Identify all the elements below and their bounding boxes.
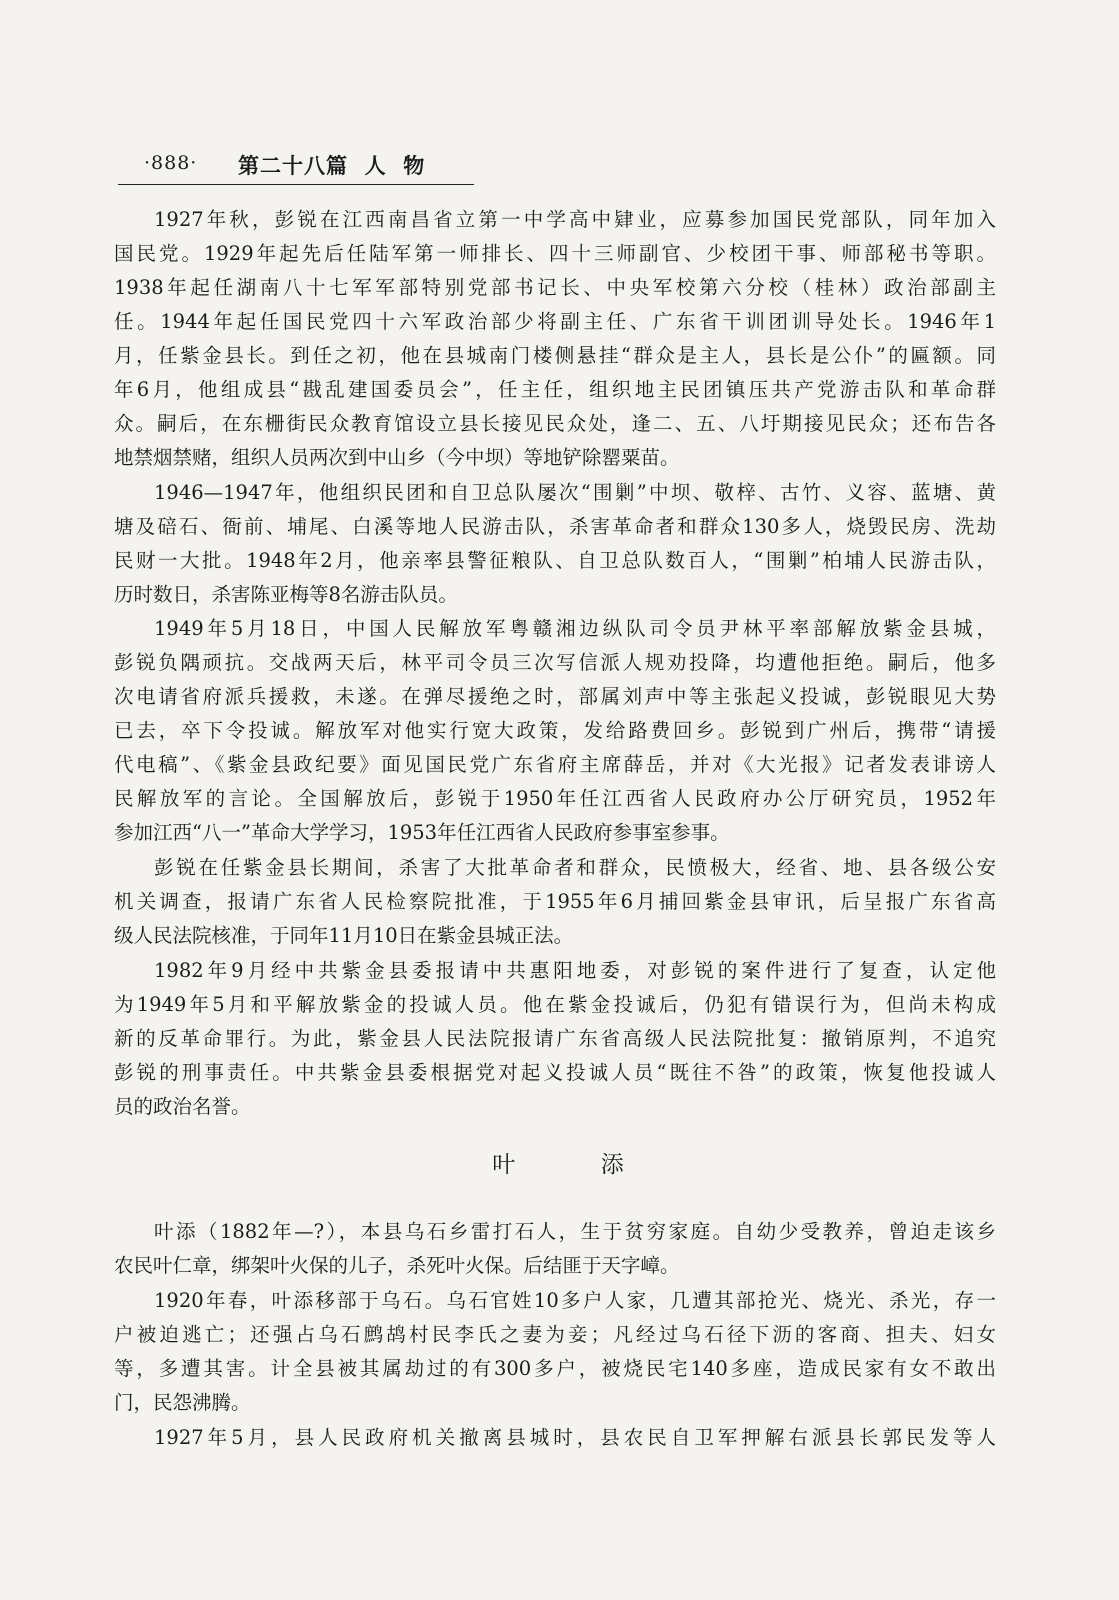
body-line: 次电请省府派兵援救，未遂。在弹尽援绝之时，部属刘声中等主张起义投诚，彭锐眼见大势 [114,685,996,708]
body-line: 地禁烟禁赌，组织人员两次到中山乡（今中坝）等地铲除罂粟苗。 [114,446,680,469]
body-line: 1949年5月18日，中国人民解放军粤赣湘边纵队司令员尹林平率部解放紫金县城， [154,617,996,640]
body-line: 1920年春，叶添移部于乌石。乌石官姓10多户人家，几遭其部抢光、烧光、杀光，存一 [154,1289,996,1312]
body-line: 任。1944年起任国民党四十六军政治部少将副主任、广东省干训团训导处长。1946年1 [114,310,996,333]
person-heading: 叶 添 [492,1152,627,1178]
body-line: 员的政治名誉。 [114,1095,251,1118]
body-line: 机关调查，报请广东省人民检察院批准，于1955年6月捕回紫金县审讯，后呈报广东省高 [114,890,996,913]
body-line: 等，多遭其害。计全县被其属劫过的有300多户，被烧民宅140多座，造成民家有女不敢出 [114,1357,996,1380]
body-line: 众。嗣后，在东栅街民众教育馆设立县长接见民众处，逢二、五、八圩期接见民众；还布告各 [114,412,996,435]
body-line: 民解放军的言论。全国解放后，彭锐于1950年任江西省人民政府办公厅研究员，1952年 [114,787,996,810]
body-line: 叶添（1882年—?），本县乌石乡雷打石人，生于贫穷家庭。自幼少受教养，曾迫走该乡 [154,1220,996,1243]
body-line: 年6月，他组成县“戡乱建国委员会”，任主任，组织地主民团镇压共产党游击队和革命群 [114,378,996,401]
body-line: 彭锐负隅顽抗。交战两天后，林平司令员三次写信派人规劝投降，均遭他拒绝。嗣后，他多 [114,651,996,674]
body-line: 门，民怨沸腾。 [114,1391,251,1414]
body-line: 级人民法院核准，于同年11月10日在紫金县城正法。 [114,924,574,947]
body-line: 1946—1947年，他组织民团和自卫总队屡次“围剿”中坝、敬梓、古竹、义容、蓝塘、黄 [154,481,996,504]
body-line: 新的反革命罪行。为此，紫金县人民法院报请广东省高级人民法院批复：撤销原判，不追究 [114,1027,996,1050]
body-line: 国民党。1929年起先后任陆军第一师排长、四十三师副官、少校团干事、师部秘书等职。 [114,242,996,265]
page-number: ·888· [144,152,198,174]
body-line: 已去，卒下令投诚。解放军对他实行宽大政策，发给路费回乡。彭锐到广州后，携带“请援 [114,719,996,742]
section-title: 第二十八篇 人 物 [238,153,426,178]
body-line: 1938年起任湖南八十七军军部特别党部书记长、中央军校第六分校（桂林）政治部副主 [114,276,996,299]
body-line: 1982年9月经中共紫金县委报请中共惠阳地委，对彭锐的案件进行了复查，认定他 [154,959,996,982]
body-line: 1927年5月，县人民政府机关撤离县城时，县农民自卫军押解右派县长郭民发等人 [154,1426,996,1449]
body-line: 为1949年5月和平解放紫金的投诚人员。他在紫金投诚后，仍犯有错误行为，但尚未构成 [114,993,996,1016]
body-line: 彭锐的刑事责任。中共紫金县委根据党对起义投诚人员“既往不咎”的政策，恢复他投诚人 [114,1061,996,1084]
body-line: 塘及碚石、衙前、埔尾、白溪等地人民游击队，杀害革命者和群众130多人，烧毁民房、洗劫 [114,515,996,538]
body-line: 代电稿”、《紫金县政纪要》面见国民党广东省府主席薛岳，并对《大光报》记者发表诽谤人 [114,753,996,776]
body-line: 参加江西“八一”革命大学学习，1953年任江西省人民政府参事室参事。 [114,821,730,844]
running-header [118,146,474,185]
body-line: 彭锐在任紫金县长期间，杀害了大批革命者和群众，民愤极大，经省、地、县各级公安 [154,856,996,879]
body-line: 1927年秋，彭锐在江西南昌省立第一中学高中肄业，应募参加国民党部队，同年加入 [154,208,996,231]
body-line: 历时数日，杀害陈亚梅等8名游击队员。 [114,583,458,606]
body-line: 户被迫逃亡；还强占乌石鹧鸪村民李氏之妻为妾；凡经过乌石径下沥的客商、担夫、妇女 [114,1323,996,1346]
body-line: 民财一大批。1948年2月，他亲率县警征粮队、自卫总队数百人，“围剿”柏埔人民游击队， [114,549,996,572]
body-line: 农民叶仁章，绑架叶火保的儿子，杀死叶火保。后结匪于天字嶂。 [114,1254,680,1277]
body-line: 月，任紫金县长。到任之初，他在县城南门楼侧悬挂“群众是主人，县长是公仆”的匾额。同 [114,344,996,367]
